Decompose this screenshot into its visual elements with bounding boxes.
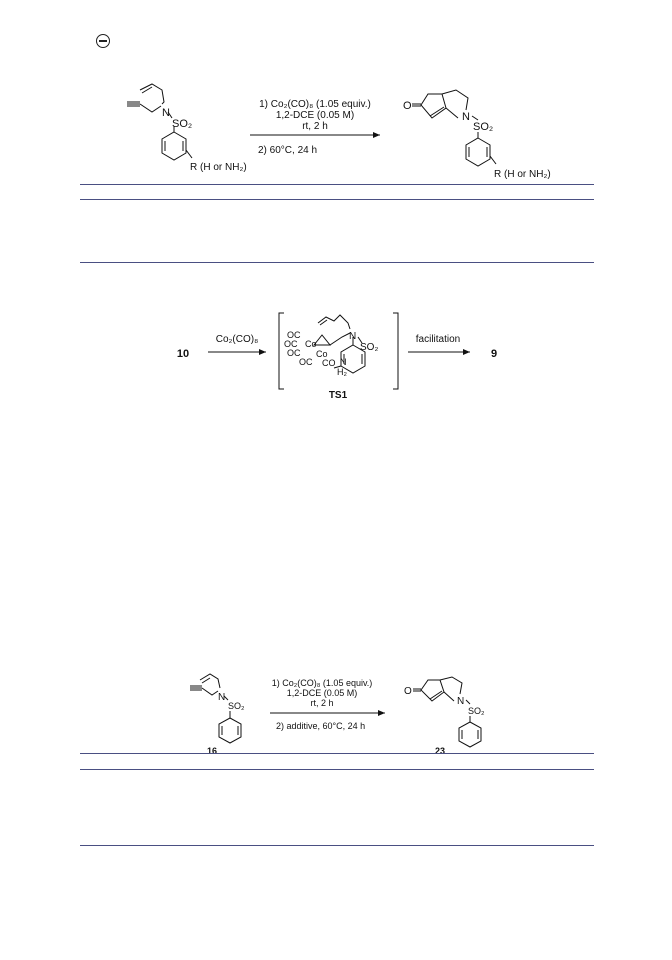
scheme-2 — [0, 305, 672, 405]
s3-reactant-label: 16 — [206, 746, 218, 756]
s2-ts-label: TS1 — [328, 390, 348, 401]
s2-ligand-4: OC — [299, 357, 313, 367]
s1-reactant-n: N — [162, 107, 170, 119]
journal-logo-icon — [96, 34, 110, 48]
s1-product-so2: SO₂ — [473, 121, 494, 133]
s1-product-n: N — [462, 111, 470, 123]
s1-cond-2: 1,2-DCE (0.05 M) — [275, 110, 355, 121]
s2-nh2-h: H₂ — [337, 367, 347, 377]
s2-reagent: Co₂(CO)₈ — [215, 334, 259, 345]
s2-ligand-5: CO — [322, 358, 336, 368]
table-1-header-rule — [80, 199, 594, 200]
s3-reactant-so2: SO₂ — [228, 701, 245, 711]
s3-cond-4: 2) additive, 60°C, 24 h — [276, 721, 366, 731]
s3-product-so2: SO₂ — [468, 706, 485, 716]
table-1-top-rule — [80, 184, 594, 185]
table-1-bottom-rule — [80, 262, 594, 263]
s1-cond-3: rt, 2 h — [302, 121, 328, 132]
s2-ligand-1: OC — [287, 330, 301, 340]
scheme-3 — [0, 668, 672, 758]
s3-cond-1: 1) Co₂(CO)₈ (1.05 equiv.) — [271, 678, 373, 688]
table-2-top-rule — [80, 753, 594, 754]
s1-reactant-so2: SO₂ — [172, 118, 193, 130]
s3-cond-2: 1,2-DCE (0.05 M) — [286, 688, 358, 698]
s2-co-2: Co — [316, 349, 328, 359]
s3-reactant-n: N — [218, 692, 226, 703]
s2-ligand-2: OC — [284, 339, 298, 349]
s1-reactant-r: R (H or NH₂) — [190, 162, 247, 173]
table-2-header-rule — [80, 769, 594, 770]
s3-cond-3: rt, 2 h — [310, 698, 334, 708]
s3-product-n: N — [457, 696, 465, 707]
s2-n: N — [349, 331, 357, 342]
s1-product-o: O — [403, 100, 412, 112]
s3-product-o: O — [404, 686, 412, 697]
s1-cond-4: 2) 60°C, 24 h — [258, 145, 318, 156]
s1-product-r: R (H or NH₂) — [494, 169, 551, 180]
s2-ligand-3: OC — [287, 348, 301, 358]
s2-co-1: Co — [305, 339, 317, 349]
s2-start-label: 10 — [176, 348, 190, 360]
s2-end-label: 9 — [490, 348, 498, 360]
s2-so2: SO₂ — [360, 342, 379, 353]
s2-arrow-2-label: facilitation — [415, 334, 461, 345]
s1-cond-1: 1) Co₂(CO)₈ (1.05 equiv.) — [259, 99, 371, 110]
s2-nh2-n: N — [340, 357, 347, 367]
s3-product-label: 23 — [434, 746, 446, 756]
scheme-1 — [0, 80, 672, 180]
table-2-bottom-rule — [80, 845, 594, 846]
